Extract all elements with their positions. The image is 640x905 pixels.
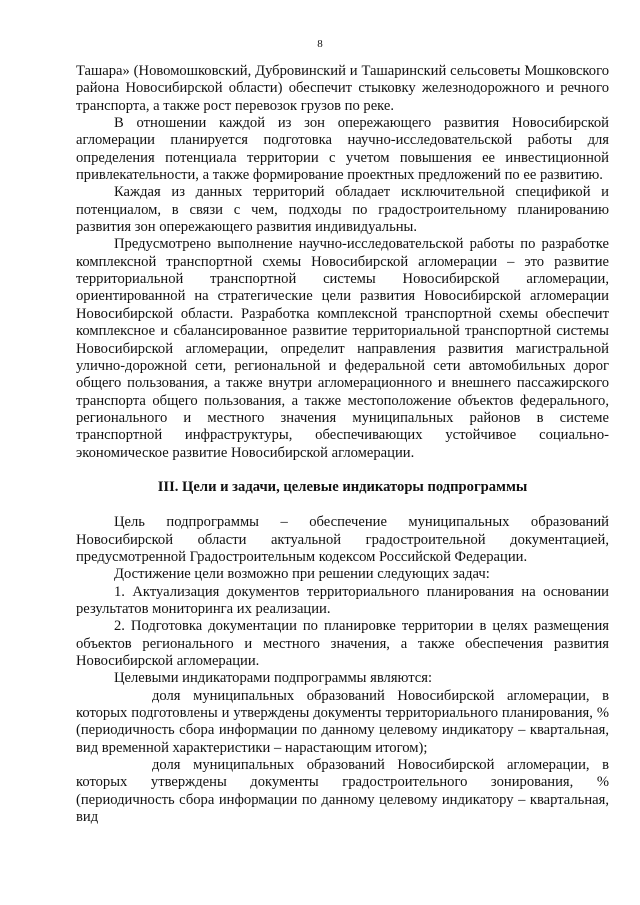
paragraph-indicator-2: доля муниципальных образований Новосибирской агломерации, в которых утверждены документы градостроительного зонирования, % (периодичность сбора информации по данному целевому индикатору – квартальная, вид [76, 757, 609, 826]
paragraph-task-1: 1. Актуализация документов территориального планирования на основании результатов мониторинга их реализации. [76, 583, 609, 617]
page-number: 8 [317, 38, 323, 50]
paragraph-indicator-1: доля муниципальных образований Новосибирской агломерации, в которых подготовлены и утверждены документы территориального планирования, % (периодичность сбора информации по данному целевому индикатору – квартальная, вид временной характеристики – нарастающим итогом); [76, 687, 609, 756]
paragraph-research-work: В отношении каждой из зон опережающего развития Новосибирской агломерации планируется подготовка научно-исследовательской работы для определения потенциала территории с учетом повышения ее инвестиционной привлекательности, а также формирование проектных предложений по ее развитию. [76, 115, 609, 184]
paragraph-goal: Цель подпрограммы – обеспечение муниципальных образований Новосибирской области актуальной градостроительной документацией, предусмотренной Градостроительным кодексом Российской Федерации. [76, 514, 609, 565]
paragraph-tashara-continuation: Ташара» (Новомошковский, Дубровинский и Ташаринский сельсоветы Мошковского района Новосибирской области) обеспечит стыковку железнодорожного и речного транспорта, а также рост перевозок грузов по реке. [76, 63, 609, 114]
paragraph-task-2: 2. Подготовка документации по планировке территории в целях размещения объектов регионального и местного значения, а также обеспечения развития Новосибирской агломерации. [76, 618, 609, 669]
document-body [76, 63, 609, 826]
paragraph-tasks-intro: Достижение цели возможно при решении следующих задач: [114, 566, 490, 583]
paragraph-territory-specifics: Каждая из данных территорий обладает исключительной спецификой и потенциалом, в связи с чем, подходы по градостроительному планированию развития зон опережающего развития индивидуальны. [76, 184, 609, 236]
paragraph-transport-scheme: Предусмотрено выполнение научно-исследовательской работы по разработке комплексной транспортной схемы Новосибирской агломерации – это развитие территориальной транспортной системы Новосибирской агломерации, ориентированной на стратегические цели развития Новосибирской агломерации Новосибирской области. Разработка комплексной транспортной схемы обеспечит комплексное и сбалансированное развитие территориальной транспортной системы Новосибирской агломерации, определит направления развития магистральной улично-дорожной сети, региональной и федеральной сети автомобильных дорог общего пользования, а также внутри агломерационного и внешнего пассажирского транспорта общего пользования, а также местоположение объектов федерального, регионального и местного значения муниципальных районов в системе транспортной инфраструктуры, обеспечивающих устойчивое социально-экономическое развитие Новосибирской агломерации. [76, 236, 609, 461]
paragraph-indicators-intro: Целевыми индикаторами подпрограммы являются: [114, 670, 433, 687]
section-heading: III. Цели и задачи, целевые индикаторы подпрограммы [157, 478, 528, 495]
